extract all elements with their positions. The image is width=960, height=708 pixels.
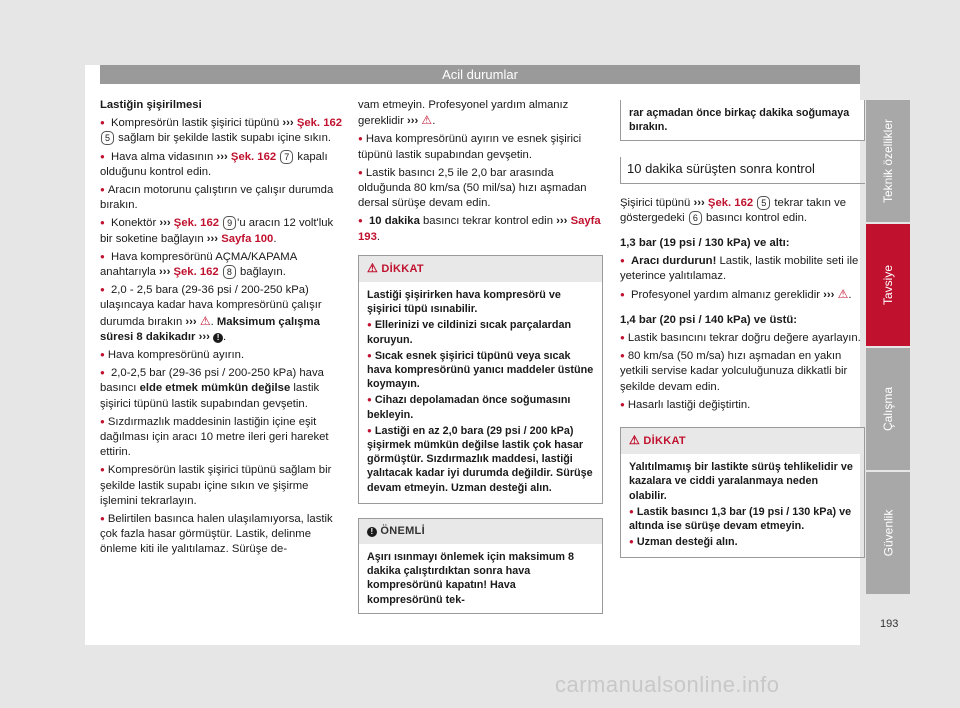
note-box (358, 518, 603, 614)
page-link[interactable]: Sayfa 100 (221, 232, 274, 245)
tab-tavsiye[interactable]: Tavsiye (866, 224, 910, 346)
section-heading: Lastiğin şişirilmesi (100, 99, 202, 111)
list-item: ● Lastik basıncı 1,3 bar (19 psi / 130 kPa) ve altında ise sürüşe devam etmeyin. (629, 505, 856, 533)
list-item: ● Lastik basıncını tekrar doğru değere ayarlayın. (620, 330, 865, 346)
callout-number: 7 (280, 150, 293, 164)
list-item: ● Aracı durdurun! Lastik, lastik mobilite seti ile yeterince yalıtılamaz. (620, 253, 865, 284)
column-1 (100, 98, 345, 560)
list-item: ● Lastik basıncı 2,5 ile 2,0 bar arasında olduğunda 80 km/sa (50 mil/sa) hızı aşmadan dersal sürüşe devam edin. (358, 165, 603, 212)
note-body: Aşırı ısınmayı önlemek için maksimum 8 dakika çalıştırdıktan sonra hava kompresörünü kapatın! Hava kompresörünü tek- (367, 551, 575, 606)
list-item: ● Kompresörün lastik şişirici tüpünü ››› Şek. 162 5 sağlam bir şekilde lastik supabı içine sıkın. (100, 115, 345, 146)
list-item: ● Hasarlı lastiği değiştirtin. (620, 397, 865, 413)
section-subheading: 10 dakika sürüşten sonra kontrol (620, 157, 865, 183)
list-item: ● Lastiği en az 2,0 bara (29 psi / 200 kPa) şişirmek mümkün değilse lastik çok hasar görmüştür. Sızdırmazlık maddesi, lastiği yalıtacak kadar iyi durumda değildir. Sürüşe devam etmeyin. Uzman desteği alın. (367, 424, 594, 495)
note-header: ! ÖNEMLİ (359, 519, 602, 544)
callout-number: 9 (223, 216, 236, 230)
tab-guvenlik[interactable]: Güvenlik (866, 472, 910, 594)
callout-number: 5 (757, 196, 770, 210)
warning-header: ⚠ DİKKAT (359, 256, 602, 282)
list-item: ● Konektör ››› Şek. 162 9 'u aracın 12 volt'luk bir soketine bağlayın ››› Sayfa 100. (100, 215, 345, 246)
watermark: carmanualsonline.info (555, 672, 780, 697)
figure-link[interactable]: Şek. 162 (230, 150, 277, 163)
pressure-heading: 1,3 bar (19 psi / 130 kPa) ve altı: (620, 237, 790, 250)
list-item: ● Ellerinizi ve cildinizi sıcak parçalardan koruyun. (367, 318, 594, 346)
list-item: ● Hava kompresörünü ayırın ve esnek şişirici tüpünü lastik supabından gevşetin. (358, 131, 603, 162)
list-item: ● 2,0 - 2,5 bara (29-36 psi / 200-250 kPa) ulaşıncaya kadar hava kompresörünü çalışır durumda bırakın ››› ⚠. Maksimum çalışma süresi 8 dakikadır ››› ! . (100, 282, 345, 345)
info-icon: ! (367, 527, 377, 537)
figure-link[interactable]: Şek. 162 (173, 217, 220, 230)
list-item: ● Profesyonel yardım almanız gereklidir ››› ⚠. (620, 287, 865, 303)
list-item: ● Uzman desteği alın. (629, 535, 856, 549)
page-header: Acil durumlar (100, 65, 860, 84)
warning-icon: ⚠ (421, 113, 433, 128)
continued-text: vam etmeyin. Profesyonel yardım almanız gereklidir ››› ⚠. (358, 99, 569, 128)
warning-body: Lastiği şişirirken hava kompresörü ve şişirici tüpü ısınabilir. ● Ellerinizi ve cildinizi sıcak parçalardan koruyun. ● Sıcak esnek şişirici tüpünü veya sıcak hava kompresörünü yanıcı maddeler üstüne koymayın. ● Cihazı depolamadan önce soğumasını bekleyin. ● Lastiği en az 2,0 bara (29 psi / 200 kPa) şişirmek mümkün değilse lastik çok hasar görmüştür. Sızdırmazlık maddesi, lastiği yalıtacak kadar iyi durumda değildir. Sürüşe devam etmeyin. Uzman desteği alın. (359, 282, 602, 503)
tab-calisma[interactable]: Çalışma (866, 348, 910, 470)
list-item: ● Kompresörün lastik şişirici tüpünü sağlam bir şekilde lastik supabı içine sıkın ve şişirme işlemini tekrarlayın. (100, 462, 345, 509)
column-2 (358, 98, 603, 614)
warning-box (620, 427, 865, 558)
page-link[interactable]: Sayfa 193 (358, 215, 601, 243)
list-item: ● Aracın motorunu çalıştırın ve çalışır durumda bırakın. (100, 182, 345, 213)
warning-icon: ⚠ (837, 286, 849, 301)
list-item: ● Hava kompresörünü ayırın. (100, 347, 345, 363)
warning-box (358, 255, 603, 504)
warning-icon: ⚠ (629, 433, 641, 448)
warning-icon: ⚠ (367, 260, 379, 275)
callout-number: 5 (101, 131, 114, 145)
list-item: ● Hava alma vidasının ››› Şek. 162 7 kapalı olduğunu kontrol edin. (100, 149, 345, 180)
list-item: ● 80 km/sa (50 m/sa) hızı aşmadan en yakın yetkili servise kadar yolculuğunuza dikkatli bir şekilde devam edin. (620, 348, 865, 395)
column-3 (620, 100, 865, 558)
page-number: 193 (880, 618, 899, 630)
figure-link[interactable]: Şek. 162 (173, 266, 219, 279)
warning-header: ⚠ DİKKAT (621, 428, 864, 454)
list-item: ● Sızdırmazlık maddesinin lastiğin içine eşit dağılması için aracı 10 metre ileri geri hareket ettirin. (100, 414, 345, 461)
note-continuation: rar açmadan önce birkaç dakika soğumaya bırakın. (620, 100, 865, 141)
list-item: ● Belirtilen basınca halen ulaşılamıyorsa, lastik çok fazla hasar görmüştür. Lastik, delinme önleme kiti ile yalıtılamaz. Sürüşe de- (100, 511, 345, 558)
tab-teknik-ozellikler[interactable]: Teknik özellikler (866, 100, 910, 222)
paragraph: Şişirici tüpünü ››› Şek. 162 5 tekrar takın ve göstergedeki 6 basıncı kontrol edin. (620, 196, 846, 224)
figure-link[interactable]: Şek. 162 (296, 117, 343, 130)
figure-link[interactable]: Şek. 162 (707, 196, 754, 209)
list-item: ● Sıcak esnek şişirici tüpünü veya sıcak hava kompresörünü yanıcı maddeler üstüne koymayın. (367, 349, 594, 392)
list-item: ● Cihazı depolamadan önce soğumasını bekleyin. (367, 393, 594, 421)
list-item: ● 2,0-2,5 bar (29-36 psi / 200-250 kPa) hava basıncı elde etmek mümkün değilse lastik şişirici tüpünü lastik supabından gevşetin. (100, 365, 345, 412)
list-item: ● 10 dakika basıncı tekrar kontrol edin ››› Sayfa 193. (358, 213, 603, 244)
callout-number: 8 (223, 265, 236, 279)
callout-number: 6 (689, 211, 702, 225)
pressure-heading: 1,4 bar (20 psi / 140 kPa) ve üstü: (620, 313, 798, 326)
warning-body: Yalıtılmamış bir lastikte sürüş tehlikelidir ve kazalara ve ciddi yaralanmaya neden olabilir. ● Lastik basıncı 1,3 bar (19 psi / 130 kPa) ve altında ise sürüşe devam etmeyin. ● Uzman desteği alın. (621, 454, 864, 557)
list-item: ● Hava kompresörünü AÇMA/KAPAMA anahtarıyla ››› Şek. 162 8 bağlayın. (100, 249, 345, 280)
info-icon: ! (213, 333, 223, 343)
warning-icon: ⚠ (199, 313, 211, 328)
